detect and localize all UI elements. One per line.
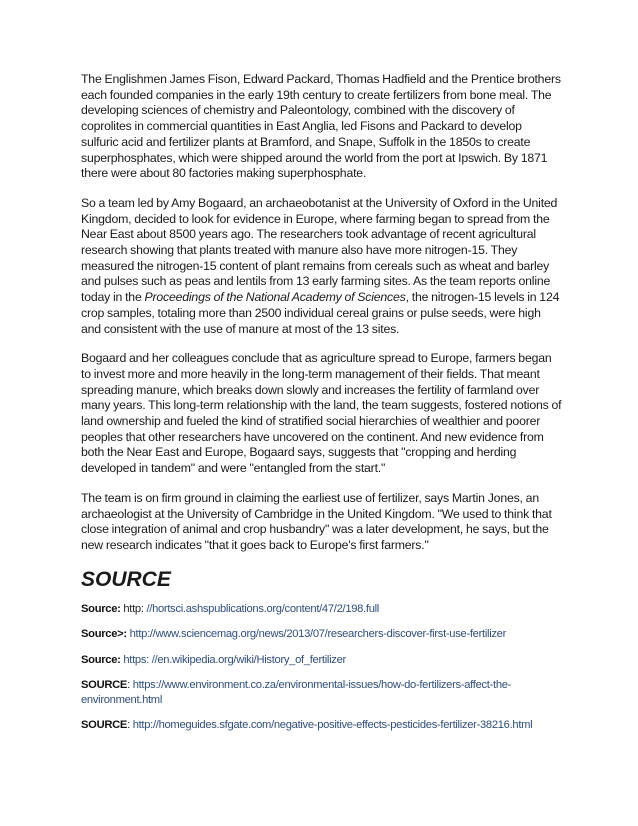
source-heading: SOURCE xyxy=(81,567,171,591)
source-prefix: : xyxy=(127,679,133,692)
article-body xyxy=(81,72,562,554)
paragraph-text: , the nitrogen-15 levels in 124 crop samples, totaling more than 2500 individual cereal grains or pulse seeds, were high and consistent with the use of manure at most of the 13 sites. xyxy=(81,290,560,336)
paragraph-text: The team is on firm ground in claiming the earliest use of fertilizer, says Martin Jones, an archaeologist at the University of Cambridge in the United Kingdom. "We used to think that close integration of animal and crop husbandry" was a later development, he says, but the new research indicates "that it goes back to Europe's first farmers." xyxy=(81,490,552,552)
source-label: Source: xyxy=(81,602,121,615)
paragraph-text: So a team led by Amy Bogaard, an archaeobotanist at the University of Oxford in the United Kingdom, decided to look for evidence in Europe, where farming began to spread from the Near East about 8500 years ago. The researchers took advantage of recent agricultural research showing that plants treated with manure also have more nitrogen-15. They measured the nitrogen-15 content of plant remains from cereals such as wheat and barley and pulses such as peas and lentils from 13 early farming sites. As the team reports online today in the xyxy=(81,195,558,305)
source-label: Source: xyxy=(81,653,121,666)
source-link[interactable]: https: //en.wikipedia.org/wiki/History_of_fertilizer xyxy=(123,653,346,666)
source-label: SOURCE xyxy=(81,679,128,692)
source-entry xyxy=(81,602,562,617)
source-link[interactable]: https://www.environment.co.za/environmental-issues/how-do-fertilizers-affect-the-environment.html xyxy=(81,679,512,706)
paragraph-text: Bogaard and her colleagues conclude that as agriculture spread to Europe, farmers began to invest more and more heavily in the long-term management of their fields. That meant spreading manure, which breaks down slowly and increases the fertility of farmland over many years. This long-term relationship with the land, the team suggests, fostered notions of land ownership and fueled the kind of stratified social hierarchies of wealthier and poorer peoples that other researchers have uncovered on the continent. And new evidence from both the Near East and Europe, Bogaard says, suggests that "cropping and herding developed in tandem" and were "entangled from the start." xyxy=(81,351,562,476)
source-entry xyxy=(81,718,562,733)
article-paragraph xyxy=(81,351,562,477)
source-entry xyxy=(81,627,562,642)
source-prefix: http: xyxy=(120,602,147,615)
source-list xyxy=(81,602,562,733)
source-prefix: : xyxy=(127,719,133,732)
source-label: Source>: xyxy=(81,628,127,641)
article-paragraph xyxy=(81,196,562,337)
source-link[interactable]: http://homeguides.sfgate.com/negative-positive-effects-pesticides-fertilizer-38216.html xyxy=(132,719,533,732)
article-paragraph xyxy=(81,491,562,554)
article-paragraph xyxy=(81,72,562,182)
source-link[interactable]: //hortsci.ashspublications.org/content/47/2/198.full xyxy=(146,602,379,615)
paragraph-text: The Englishmen James Fison, Edward Packard, Thomas Hadfield and the Prentice brothers each founded companies in the early 19th century to create fertilizers from bone meal. The developing sciences of chemistry and Paleontology, combined with the discovery of coprolites in commercial quantities in East Anglia, led Fisons and Packard to develop sulfuric acid and fertilizer plants at Bramford, and Snape, Suffolk in the 1850s to create superphosphates, which were shipped around the world from the port at Ipswich. By 1871 there were about 80 factories making superphosphate. xyxy=(81,72,561,181)
source-entry xyxy=(81,678,562,707)
source-label: SOURCE xyxy=(81,719,128,732)
source-entry xyxy=(81,653,562,668)
source-link[interactable]: http://www.sciencemag.org/news/2013/07/researchers-discover-first-use-fertilizer xyxy=(129,628,507,641)
journal-title: Proceedings of the National Academy of Sciences xyxy=(144,290,406,305)
